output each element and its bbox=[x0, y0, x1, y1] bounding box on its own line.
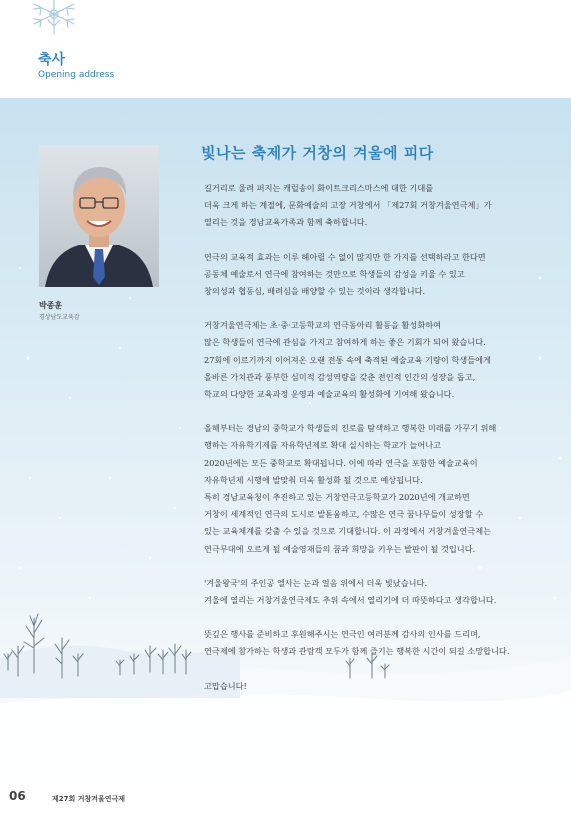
text-line: 많은 학생들이 연극에 관심을 가지고 참여하게 하는 좋은 기회가 되어 왔습니다. bbox=[204, 337, 486, 348]
portrait-image bbox=[39, 145, 159, 287]
author-name: 박종훈 bbox=[39, 301, 63, 310]
article-body bbox=[204, 180, 549, 712]
paragraph bbox=[204, 420, 549, 558]
text-line: 열리는 것을 경남교육가족과 함께 축하합니다. bbox=[204, 217, 368, 228]
author-role: 경상남도교육감 bbox=[39, 314, 80, 321]
text-line: 창의성과 협동심, 배려심을 배양할 수 있는 것이라 생각합니다. bbox=[204, 286, 426, 297]
text-line: 올바른 가치관과 풍부한 심미적 감성역량을 갖춘 전인적 인간의 성장을 돕고, bbox=[204, 371, 476, 382]
page-subtitle: Opening address bbox=[38, 70, 115, 80]
text-line: '겨울왕국'의 주인공 엘사는 눈과 얼음 위에서 더욱 빛났습니다. bbox=[204, 577, 428, 588]
page-header bbox=[0, 0, 571, 98]
text-line: 연극의 교육적 효과는 이루 헤아릴 수 없이 많지만 한 가지를 선택하라고 한다면 bbox=[204, 251, 486, 262]
text-line: 학교의 다양한 교육과정 운영과 예술교육의 활성화에 기여해 왔습니다. bbox=[204, 389, 455, 400]
paragraph bbox=[204, 317, 549, 403]
text-line: 더욱 크게 하는 계절에, 문화예술의 고장 거창에서 「제27회 거창겨울연극제」가 bbox=[204, 200, 492, 211]
paragraph bbox=[204, 249, 549, 301]
page-title: 축사 bbox=[38, 52, 66, 68]
text-line: 길거리로 울려 퍼지는 캐럴송이 화이트크리스마스에 대한 기대를 bbox=[204, 183, 434, 193]
text-line: 거창겨울연극제는 초·중·고등학교의 연극동아리 활동을 활성화하여 bbox=[204, 320, 442, 331]
paragraph bbox=[204, 180, 549, 232]
snowflake-icon bbox=[14, 0, 94, 40]
text-line: 특히 경남교육청이 추진하고 있는 거창연극고등학교가 2020년에 개교하면 bbox=[204, 492, 470, 503]
text-line: 올해부터는 경남의 중학교가 학생들의 진로를 탐색하고 행복한 미래를 가꾸기 위해 bbox=[204, 423, 497, 434]
text-line: 공동체 예술로서 연극에 참여하는 것만으로 학생들의 감성을 키울 수 있고 bbox=[204, 268, 465, 279]
text-line: 고맙습니다! bbox=[204, 680, 247, 691]
paragraph bbox=[204, 575, 549, 609]
text-line: 겨울에 열리는 거창겨울연극제도 추위 속에서 열리기에 더 따뜻하다고 생각합니다. bbox=[204, 595, 497, 606]
article-headline: 빛나는 축제가 거창의 겨울에 피다 bbox=[201, 144, 434, 162]
text-line: 뜻깊은 행사를 준비하고 후원해주시는 연극인 여러분께 감사의 인사를 드리며, bbox=[204, 629, 481, 640]
text-line: 27회에 이르기까지 이어져온 오랜 전통 속에 축적된 예술교육 기량이 학생들에게 bbox=[204, 354, 491, 365]
footer-event-title: 제27회 거창겨울연극제 bbox=[52, 795, 126, 803]
paragraph bbox=[204, 626, 549, 660]
text-line: 있는 교육체계를 갖출 수 있을 것으로 기대합니다. 이 과정에서 거창겨울연극제는 bbox=[204, 526, 492, 537]
text-line: 행하는 자유학기제를 자유학년제로 확대 실시하는 학교가 늘어나고 bbox=[204, 440, 442, 451]
text-line: 연극무대에 오르게 될 예술영재들의 꿈과 희망을 키우는 발판이 될 것입니다. bbox=[204, 543, 476, 554]
text-line: 2020년에는 모든 중학교로 확대됩니다. 이에 따라 연극을 포함한 예술교육이 bbox=[204, 457, 478, 468]
page-number: 06 bbox=[9, 789, 26, 803]
paragraph bbox=[204, 678, 549, 695]
text-line: 자유학년제 시행에 발맞춰 더욱 활성화 될 것으로 예상됩니다. bbox=[204, 474, 423, 485]
author-portrait bbox=[39, 145, 159, 287]
text-line: 연극제에 참가하는 학생과 관람객 모두가 함께 즐기는 행복한 시간이 되길 소망합니다. bbox=[204, 646, 510, 657]
text-line: 거창이 세계적인 연극의 도시로 발돋움하고, 수많은 연극 꿈나무들이 성장할 수 bbox=[204, 509, 484, 520]
